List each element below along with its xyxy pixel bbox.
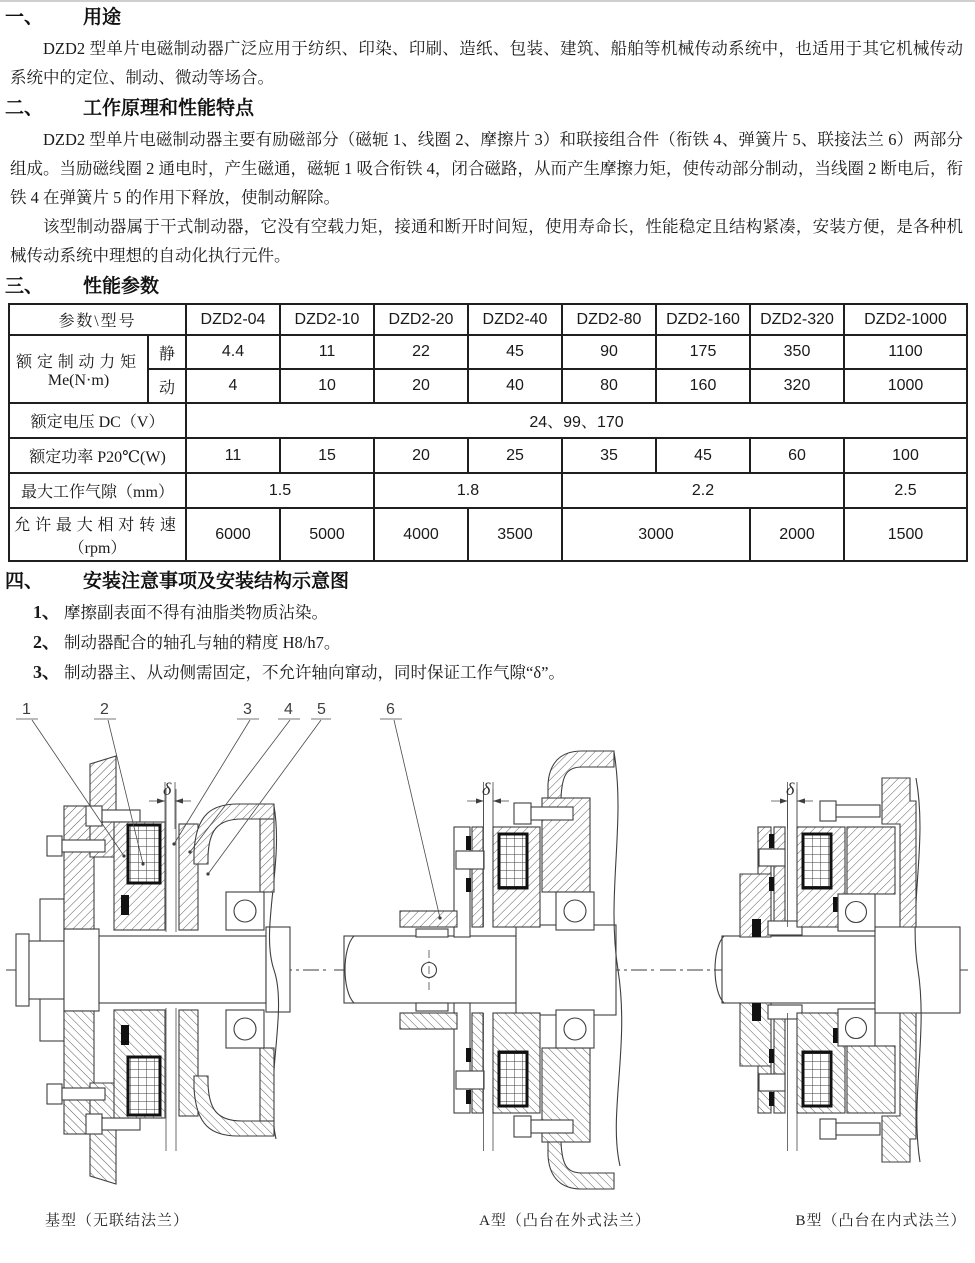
upper-section	[47, 756, 274, 932]
diagram-base-type	[2, 694, 332, 1199]
arrow-icon	[157, 798, 165, 803]
diagram-b-type	[660, 694, 975, 1199]
friction-pad	[769, 877, 774, 891]
coil	[128, 825, 160, 883]
bolt-shank	[102, 810, 140, 822]
power-value: 100	[844, 438, 967, 473]
section-2-heading	[0, 97, 975, 121]
key	[416, 929, 448, 937]
upper-section	[400, 751, 614, 937]
install-note-2	[33, 628, 965, 657]
note-number: 3、	[33, 662, 60, 682]
max-speed-value: 5000	[280, 508, 374, 561]
torque-static-value: 4.4	[186, 335, 280, 369]
section-1-number: 一、	[5, 7, 44, 28]
section-1-heading	[0, 6, 975, 30]
leader-line	[190, 720, 290, 852]
torque-dynamic-value: 320	[750, 369, 844, 403]
housing-flange	[847, 827, 895, 894]
leader-dot	[172, 842, 175, 845]
voltage-label: 额定电压 DC（V）	[9, 403, 186, 438]
leader-dot	[438, 916, 441, 919]
callout-3: 3	[243, 701, 252, 718]
shaft-end-cap	[16, 934, 29, 1006]
table-corner-cell: 参数\型号	[9, 304, 186, 335]
rivet	[759, 849, 785, 866]
dynamic-label: 动	[148, 369, 186, 403]
torque-dynamic-value: 10	[280, 369, 374, 403]
torque-dynamic-value: 4	[186, 369, 280, 403]
torque-static-value: 22	[374, 335, 468, 369]
friction-pad	[466, 836, 471, 850]
coil	[803, 834, 831, 888]
section-2-number: 二、	[5, 98, 44, 119]
power-row	[9, 438, 967, 473]
arrow-icon	[780, 798, 788, 803]
note-number: 1、	[33, 602, 60, 622]
caption-b-type: B型（凸台在内式法兰）	[795, 1213, 967, 1229]
model-header: DZD2-80	[562, 304, 656, 335]
power-value: 15	[280, 438, 374, 473]
cover-wall	[260, 819, 274, 892]
torque-label-line2: Me(N·m)	[47, 371, 110, 389]
section-4-title: 安装注意事项及安装结构示意图	[83, 571, 350, 592]
torque-static-value: 11	[280, 335, 374, 369]
air-gap-value: 2.5	[844, 473, 967, 508]
performance-table	[8, 303, 968, 562]
torque-static-value: 90	[562, 335, 656, 369]
model-header: DZD2-1000	[844, 304, 967, 335]
arrow-icon	[476, 798, 484, 803]
leader-dot	[122, 854, 125, 857]
gap-delta-symbol: δ	[482, 779, 491, 799]
gap-delta-symbol: δ	[163, 779, 172, 799]
section-1-title: 用途	[83, 7, 122, 28]
leader-dot	[206, 872, 209, 875]
section-3-heading	[0, 275, 975, 299]
shaft	[99, 936, 266, 1003]
installation-diagrams	[0, 694, 975, 1254]
callout-6: 6	[386, 701, 395, 718]
callout-2: 2	[100, 701, 109, 718]
section-2-paragraph-2: 该型制动器属于干式制动器，它没有空载力矩，接通和断开时间短，使用寿命长，性能稳定且结构紧凑，安装方便，是各种机械传动系统中理想的自动化执行元件。	[10, 217, 963, 265]
model-header: DZD2-04	[186, 304, 280, 335]
model-header: DZD2-320	[750, 304, 844, 335]
torque-static-value: 1100	[844, 335, 967, 369]
lower-section-mirror	[47, 1008, 274, 1184]
section-1-paragraph: DZD2 型单片电磁制动器广泛应用于纺织、印染、印刷、造纸、包装、建筑、船舶等机械传动系统中，也适用于其它机械传动系统中的定位、制动、微动等场合。	[10, 39, 963, 87]
coil	[499, 834, 527, 888]
leader-line	[394, 720, 440, 918]
max-speed-value: 3500	[468, 508, 562, 561]
power-value: 11	[186, 438, 280, 473]
section-4-heading	[0, 570, 975, 594]
torque-static-value: 45	[468, 335, 562, 369]
note-text: 制动器主、从动侧需固定，不允许轴向窜动，同时保证工作气隙“δ”。	[64, 663, 565, 682]
section-2-paragraph-1: DZD2 型单片电磁制动器主要有励磁部分（磁轭 1、线圈 2、摩擦片 3）和联接组合件（衔铁 4、弹簧片 5、联接法兰 6）两部分组成。当励磁线圈 2 通电时，产生磁通，磁轭 1 吸合衔铁 4，闭合磁路，从而产生摩擦力矩，使传动部分制动，当线圈 2 断电后，衔铁 4 在弹簧片 5 的作用下释放，使制动解除。	[10, 130, 963, 207]
friction-pad	[769, 834, 774, 848]
air-gap-value: 1.5	[186, 473, 374, 508]
air-gap-label: 最大工作气隙（mm）	[9, 473, 186, 508]
power-value: 35	[562, 438, 656, 473]
torque-label-line1: 额定制动力矩	[16, 353, 141, 371]
section-4-number: 四、	[5, 571, 44, 592]
table-header-row	[9, 304, 967, 335]
max-speed-value: 6000	[186, 508, 280, 561]
key-black	[752, 919, 761, 937]
shaft	[722, 936, 875, 1003]
power-value: 25	[468, 438, 562, 473]
rivet	[456, 851, 484, 869]
torque-dynamic-row	[9, 369, 967, 403]
gap-delta-symbol: δ	[786, 779, 795, 799]
power-value: 45	[656, 438, 750, 473]
caption-a-type: A型（凸台在外式法兰）	[479, 1213, 651, 1229]
section-2-title: 工作原理和性能特点	[83, 98, 255, 119]
bolt-head	[86, 806, 102, 826]
max-speed-value: 3000	[562, 508, 750, 561]
max-speed-label-line2: （rpm）	[68, 539, 127, 557]
bearing-ball	[234, 900, 256, 922]
static-label: 静	[148, 335, 186, 369]
bell-cover	[548, 751, 614, 798]
model-header: DZD2-20	[374, 304, 468, 335]
voltage-row	[9, 403, 967, 438]
voltage-value: 24、99、170	[186, 403, 967, 438]
air-gap-row	[9, 473, 967, 508]
max-speed-label-cell	[9, 508, 186, 561]
leader-dot	[141, 862, 144, 865]
caption-base-type: 基型（无联结法兰）	[44, 1213, 189, 1229]
torque-label-cell	[9, 335, 148, 403]
torque-dynamic-value: 80	[562, 369, 656, 403]
torque-static-value: 350	[750, 335, 844, 369]
arrow-icon	[493, 798, 501, 803]
model-header: DZD2-160	[656, 304, 750, 335]
leader-dot	[188, 850, 191, 853]
diagram-a-type	[330, 694, 660, 1199]
max-speed-value: 4000	[374, 508, 468, 561]
lower-section-mirror	[400, 1003, 614, 1189]
bolt-shank	[836, 805, 880, 817]
callout-5: 5	[317, 701, 326, 718]
install-note-3	[33, 658, 965, 687]
callout-1: 1	[22, 701, 31, 718]
section-3-number: 三、	[5, 276, 44, 297]
bearing-ball	[846, 902, 867, 923]
air-gap-value: 1.8	[374, 473, 562, 508]
lower-section-mirror	[740, 1003, 916, 1162]
power-value: 20	[374, 438, 468, 473]
model-header: DZD2-40	[468, 304, 562, 335]
power-value: 60	[750, 438, 844, 473]
spring-plate	[774, 827, 785, 927]
spring-plate	[472, 827, 483, 927]
friction-pad	[466, 878, 471, 892]
torque-dynamic-value: 1000	[844, 369, 967, 403]
section-3-title: 性能参数	[83, 276, 160, 297]
bolt-head	[47, 836, 62, 856]
install-note-1	[33, 598, 965, 627]
torque-dynamic-value: 160	[656, 369, 750, 403]
bolt-head	[820, 801, 836, 821]
max-speed-value: 2000	[750, 508, 844, 561]
note-number: 2、	[33, 632, 60, 652]
note-text: 制动器配合的轴孔与轴的精度 H8/h7。	[64, 633, 341, 652]
max-speed-row	[9, 508, 967, 561]
hub	[64, 929, 99, 1011]
air-gap-value: 2.2	[562, 473, 844, 508]
power-label: 额定功率 P20℃(W)	[9, 438, 186, 473]
torque-dynamic-value: 20	[374, 369, 468, 403]
note-text: 摩擦副表面不得有油脂类物质沾染。	[64, 603, 328, 622]
upper-section	[740, 778, 916, 937]
bolt-shank	[531, 807, 573, 820]
friction-pad	[121, 895, 129, 915]
shaft-stub	[29, 941, 64, 999]
shaft-hub	[516, 925, 616, 1015]
model-header: DZD2-10	[280, 304, 374, 335]
bolt-shank	[62, 840, 105, 852]
torque-dynamic-value: 40	[468, 369, 562, 403]
bearing-ball	[564, 900, 586, 922]
bolt-head	[514, 803, 531, 824]
max-speed-label-line1: 允许最大相对转速	[14, 516, 181, 534]
torque-static-row	[9, 335, 967, 369]
arrow-icon	[797, 798, 805, 803]
connecting-flange	[400, 911, 457, 927]
torque-static-value: 175	[656, 335, 750, 369]
max-speed-value: 1500	[844, 508, 967, 561]
callout-4: 4	[284, 701, 293, 718]
